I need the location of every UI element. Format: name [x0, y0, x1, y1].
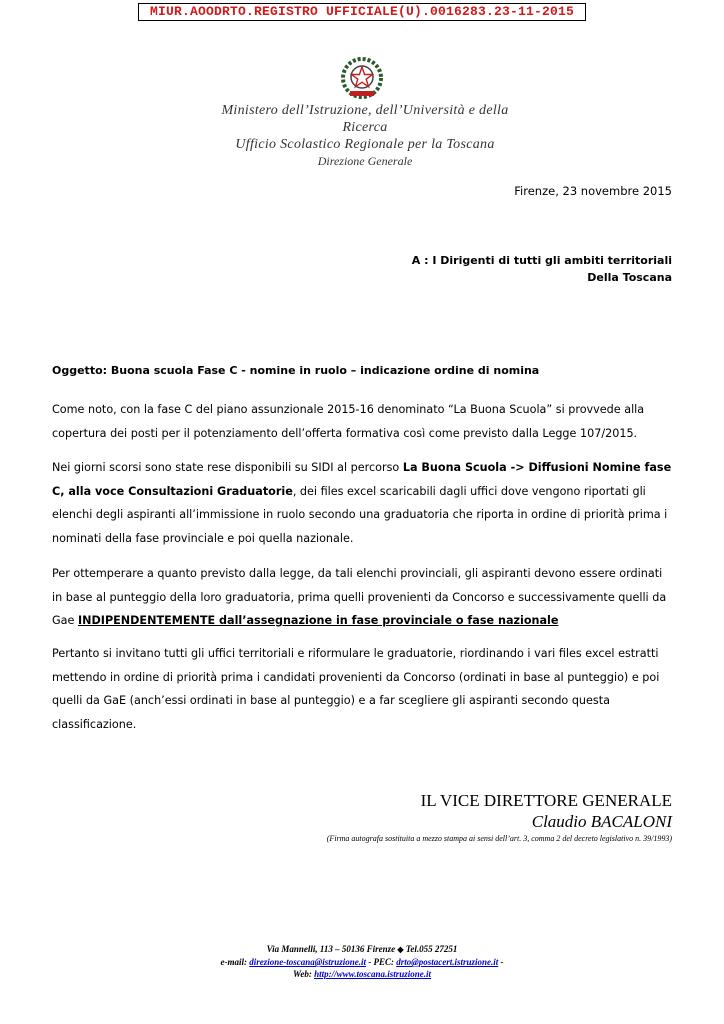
ministry-header: [200, 102, 530, 169]
paragraph-2-intro: Nei giorni scorsi sono state rese disponibili su SIDI al percorso: [52, 461, 403, 474]
recipient-line-2: Della Toscana: [587, 271, 672, 284]
paragraph-3-text: Per ottemperare a quanto previsto dalla legge, da tali elenchi provinciali, gli aspiranti devono essere ordinati in base al punteggio della loro graduatoria, prima quelli provenienti da Concorso e successivamente quelli da Gae: [52, 567, 667, 627]
footer-tel: Tel.055 27251: [405, 944, 458, 954]
pec-label: - PEC:: [368, 957, 394, 967]
body-paragraph-2: [52, 456, 672, 550]
footer-web-line: [0, 968, 724, 980]
signatory-title: IL VICE DIRETTORE GENERALE: [420, 791, 672, 810]
recipient-line-1: A : I Dirigenti di tutti gli ambiti territoriali: [411, 254, 672, 267]
pec-link[interactable]: drto@postacert.istruzione.it: [396, 957, 499, 967]
body-paragraph-1: Come noto, con la fase C del piano assunzionale 2015-16 denominato “La Buona Scuola” si provvede alla copertura dei posti per il potenziamento dell’offerta formativa così come previsto dalla Legge 107/2015.: [52, 403, 645, 440]
email-link[interactable]: direzione-toscana@istruzione.it: [249, 957, 366, 967]
emphasis-independently: INDIPENDENTEMENTE dall’assegnazione in fase provinciale o fase nazionale: [77, 614, 559, 627]
website-link[interactable]: http://www.toscana.istruzione.it: [314, 969, 432, 979]
letter-subject: Oggetto: Buona scuola Fase C - nomine in ruolo – indicazione ordine di nomina: [52, 364, 540, 377]
protocol-stamp: MIUR.AOODRTO.REGISTRO UFFICIALE(U).0016283.23-11-2015: [138, 3, 586, 21]
ministry-name: Ministero dell’Istruzione, dell’Università e della Ricerca: [221, 103, 509, 135]
letter-footer: [0, 943, 724, 980]
email-label: e-mail:: [220, 957, 247, 967]
footer-address-line: [0, 943, 724, 956]
body-paragraph-3: [52, 562, 672, 633]
sidi-path: La Buona Scuola -> Diffusioni Nomine fase C, alla voce Consultazioni Graduatorie: [52, 461, 672, 498]
department-name: Direzione Generale: [317, 154, 413, 168]
signature-block: [327, 790, 672, 846]
body-paragraph-4: Pertanto si invitano tutti gli uffici territoriali e riformulare le graduatorie, riordinando i vari files excel estratti mettendo in ordine di priorità prima i candidati provenienti da Concorso (ordinati in base al punteggio) e poi quelli da GaE (anch’essi ordinati in base al punteggio) e a far scegliere gli aspiranti secondo questa classificazione.: [52, 647, 660, 731]
footer-address: Via Mannelli, 113 – 50136 Firenze: [266, 944, 396, 954]
diamond-icon: ◆: [397, 945, 404, 954]
signature-note: (Firma autografa sostituita a mezzo stampa ai sensi dell’art. 3, comma 2 del decreto legislativo n. 39/1993): [326, 834, 672, 843]
recipient-block: [412, 252, 672, 286]
italian-republic-emblem-icon: [340, 56, 384, 100]
pec-suffix: -: [500, 957, 504, 967]
footer-contact-line: [0, 956, 724, 968]
office-name: Ufficio Scolastico Regionale per la Toscana: [235, 137, 495, 152]
letter-date: Firenze, 23 novembre 2015: [514, 184, 672, 198]
signatory-name: Claudio BACALONI: [531, 812, 672, 831]
web-label: Web:: [292, 969, 312, 979]
paragraph-2-rest: , dei files excel scaricabili dagli uffici dove vengono riportati gli elenchi degli aspiranti all’immissione in ruolo secondo una graduatoria che riporta in ordine di priorità prima i nominati della fase provinciale e poi quella nazionale.: [52, 484, 668, 545]
